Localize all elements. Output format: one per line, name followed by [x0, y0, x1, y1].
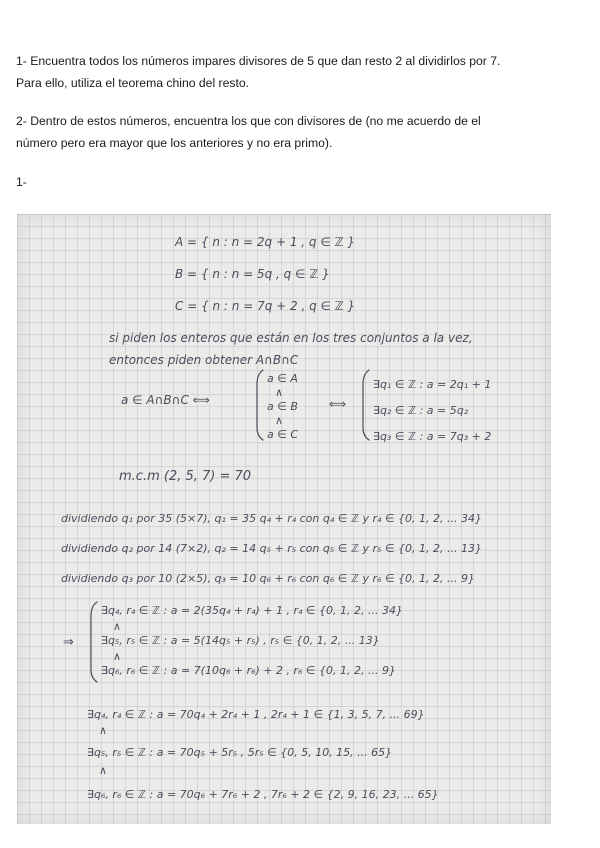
membership-mid-line: ∧ — [275, 386, 284, 399]
division-line-1: dividiendo q₁ por 35 (5×7), q₁ = 35 q₄ + r₄ con q₄ ∈ ℤ y r₄ ∈ {0, 1, 2, ... 34} — [61, 512, 482, 525]
membership-right-line: ∃q₂ ∈ ℤ : a = 5q₂ — [373, 404, 469, 417]
solution-heading — [16, 171, 576, 193]
text-line: Para ello, utiliza el teorema chino del resto. — [16, 76, 250, 90]
lcm-line: m.c.m (2, 5, 7) = 70 — [119, 469, 252, 484]
membership-mid-line: a ∈ B — [267, 400, 298, 413]
text-line: 1- — [16, 175, 27, 189]
set-a-definition: A = { n : n = 2q + 1 , q ∈ ℤ } — [175, 235, 356, 249]
intro-line-2: entonces piden obtener A∩B∩C — [109, 353, 299, 367]
handwritten-notes-drawing — [17, 214, 551, 824]
text-line: número pero era mayor que los anteriores y no era primo). — [16, 136, 333, 150]
system-line-3: ∃q₆, r₆ ∈ ℤ : a = 7(10q₆ + r₆) + 2 , r₆ ∈ {0, 1, 2, ... 9} — [101, 664, 396, 677]
right-brace — [363, 370, 369, 440]
result-line-2: ∃q₅, r₅ ∈ ℤ : a = 70q₅ + 5r₅ , 5r₅ ∈ {0, 5, 10, 15, ... 65} — [87, 746, 393, 759]
set-c-definition: C = { n : n = 7q + 2 , q ∈ ℤ } — [175, 299, 356, 313]
membership-right-line: ∃q₃ ∈ ℤ : a = 7q₃ + 2 — [373, 430, 492, 443]
set-b-definition: B = { n : n = 5q , q ∈ ℤ } — [175, 267, 330, 281]
system-line-2: ∃q₅, r₅ ∈ ℤ : a = 5(14q₅ + r₅) , r₅ ∈ {0, 1, 2, ... 13} — [101, 634, 380, 647]
text-line: 2- Dentro de estos números, encuentra los que con divisores de (no me acuerdo de el — [16, 114, 481, 128]
equivalence-arrow: ⟺ — [329, 397, 347, 411]
membership-mid-line: ∧ — [275, 414, 284, 427]
membership-left: a ∈ A∩B∩C ⟺ — [121, 393, 210, 407]
division-line-3: dividiendo q₃ por 10 (2×5), q₃ = 10 q₆ + r₆ con q₆ ∈ ℤ y r₆ ∈ {0, 1, 2, ... 9} — [61, 572, 475, 585]
left-brace — [257, 370, 263, 440]
system-line-1: ∃q₄, r₄ ∈ ℤ : a = 2(35q₄ + r₄) + 1 , r₄ ∈ {0, 1, 2, ... 34} — [101, 604, 403, 617]
intro-line-1: si piden los enteros que están en los tres conjuntos a la vez, — [109, 331, 473, 345]
system-brace — [91, 602, 97, 682]
exercise-1-statement — [16, 50, 576, 94]
implies-arrow: ⇒ — [63, 635, 74, 650]
exercise-2-statement — [16, 110, 576, 154]
result-line-1: ∃q₄, r₄ ∈ ℤ : a = 70q₄ + 2r₄ + 1 , 2r₄ + 1 ∈ {1, 3, 5, 7, ... 69} — [87, 708, 425, 721]
membership-mid-line: a ∈ A — [267, 372, 298, 385]
result-wedge: ∧ — [99, 724, 108, 737]
membership-right-line: ∃q₁ ∈ ℤ : a = 2q₁ + 1 — [373, 378, 492, 391]
division-line-2: dividiendo q₂ por 14 (7×2), q₂ = 14 q₅ + r₅ con q₅ ∈ ℤ y r₅ ∈ {0, 1, 2, ... 13} — [61, 542, 482, 555]
system-wedge: ∧ — [113, 650, 122, 663]
text-line: 1- Encuentra todos los números impares divisores de 5 que dan resto 2 al dividirlos por 7. — [16, 54, 501, 68]
result-line-3: ∃q₆, r₆ ∈ ℤ : a = 70q₆ + 7r₆ + 2 , 7r₆ + 2 ∈ {2, 9, 16, 23, ... 65} — [87, 788, 439, 801]
result-wedge: ∧ — [99, 764, 108, 777]
system-wedge: ∧ — [113, 620, 122, 633]
membership-mid-line: a ∈ C — [267, 428, 298, 441]
handwritten-notes-photo — [17, 214, 551, 824]
